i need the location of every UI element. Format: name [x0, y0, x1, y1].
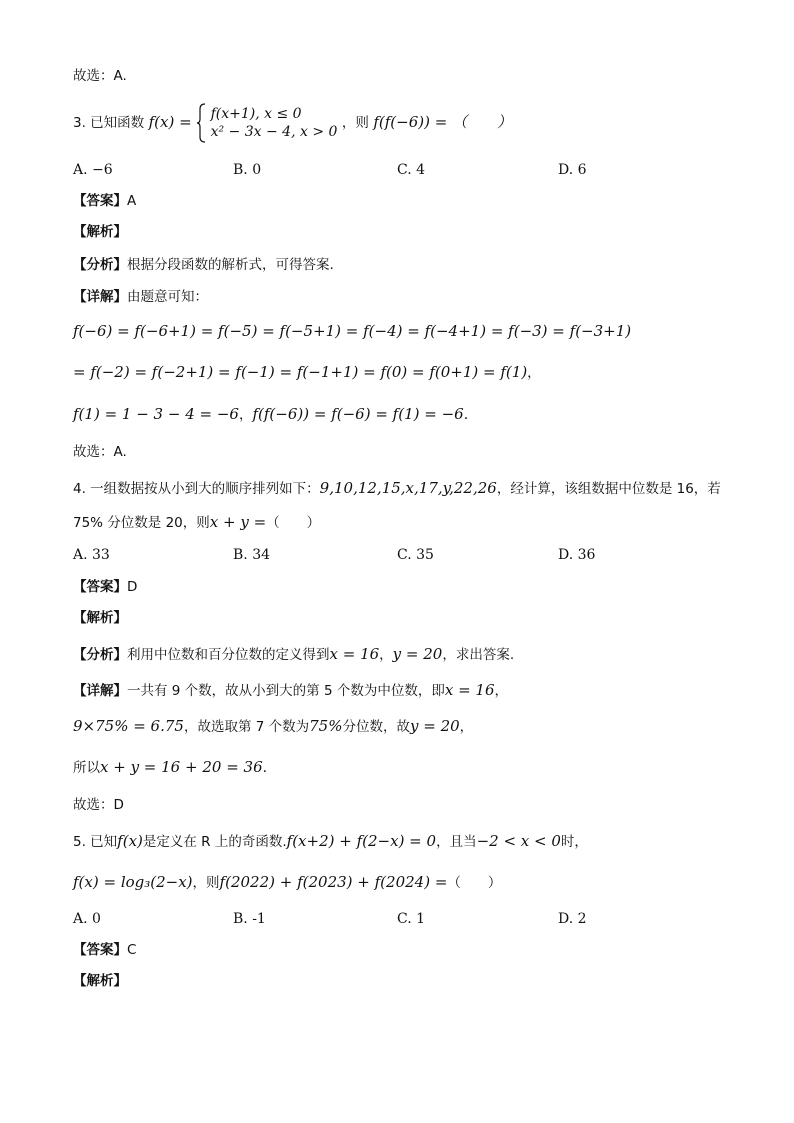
detail-text-a: 一共有 9 个数，故从小到大的第 5 个数为中位数，即 — [127, 683, 445, 699]
q4-analysis-label: 【解析】 — [73, 610, 127, 626]
q5-answer — [73, 940, 136, 960]
q5-stem1-m2: f(x+2) + f(2−x) = 0 — [286, 832, 437, 850]
fenxi-sep: ， — [379, 647, 393, 663]
q4-options — [73, 545, 733, 565]
q4-conclusion: 故选：D — [73, 797, 124, 813]
q3-analysis-label: 【解析】 — [73, 224, 127, 240]
q5-stem1-c: ，且当 — [436, 834, 477, 850]
q4-answer — [73, 577, 137, 597]
line3-text-a: 所以 — [73, 760, 100, 776]
calc2-suffix: ， — [527, 365, 541, 381]
q4-detail — [73, 680, 508, 701]
q5-stem1-d: 时， — [560, 834, 588, 850]
fenxi-text: 根据分段函数的解析式，可得答案. — [127, 257, 334, 273]
left-brace-icon — [196, 103, 206, 143]
line2-math-3: y = 20 — [409, 717, 460, 735]
q3-conclusion: 故选：A. — [73, 444, 127, 460]
q4-option-c: C. 35 — [397, 547, 434, 563]
q4-stem2-prefix: 75% 分位数是 20，则 — [73, 515, 210, 531]
q4-stem-1 — [73, 478, 721, 499]
calc3-a: f(1) = 1 − 3 − 4 = −6 — [73, 405, 239, 423]
fenxi-label: 【分析】 — [73, 257, 127, 273]
q4-stem1-suffix: ，经计算，该组数据中位数是 16，若 — [496, 481, 721, 497]
answer-value: C — [127, 942, 137, 958]
line2-math-2: 75% — [309, 717, 343, 735]
detail-text: 由题意可知： — [127, 289, 208, 305]
answer-label: 【答案】 — [73, 579, 127, 595]
q3-detail — [73, 287, 208, 307]
q3-options — [73, 160, 733, 180]
fenxi-math-2: y = 20 — [392, 645, 443, 663]
q5-stem1-m3: −2 < x < 0 — [476, 832, 561, 850]
q4-stem2-suffix: （ ） — [266, 515, 321, 531]
q3-stem-prefix: 3. 已知函数 — [73, 115, 145, 131]
fenxi-math-1: x = 16 — [329, 645, 380, 663]
q3-query: f(f(−6)) = （ ） — [373, 113, 513, 131]
q5-option-a: A. 0 — [73, 911, 101, 927]
calc3-b: f(f(−6)) = f(−6) = f(1) = −6 — [252, 405, 464, 423]
q5-options — [73, 909, 733, 929]
q5-stem1-b: 是定义在 R 上的奇函数. — [142, 834, 287, 850]
q5-stem2-b: （ ） — [447, 875, 502, 891]
q3-option-c: C. 4 — [397, 162, 426, 178]
line3-end: . — [262, 760, 268, 776]
q5-stem-2 — [73, 872, 501, 893]
detail-label: 【详解】 — [73, 683, 127, 699]
q3-fenxi — [73, 255, 334, 275]
line2-text-b: 分位数，故 — [342, 719, 410, 735]
answer-label: 【答案】 — [73, 193, 127, 209]
q5-stem2-a: ，则 — [192, 875, 220, 891]
q5-option-d: D. 2 — [558, 911, 587, 927]
q5-stem2-m2: f(2022) + f(2023) + f(2024) = — [219, 873, 448, 891]
line3-math: x + y = 16 + 20 = 36 — [100, 758, 263, 776]
q4-stem1-prefix: 4. 一组数据按从小到大的顺序排列如下： — [73, 481, 320, 497]
q5-option-b: B. -1 — [233, 911, 266, 927]
q3-calc-line-3 — [73, 404, 468, 425]
q3-piece-1: f(x+1), x ≤ 0 — [210, 106, 302, 122]
q5-stem2-m1: f(x) = log₃(2−x) — [73, 873, 193, 891]
q4-detail-line-3 — [73, 757, 267, 778]
answer-value: D — [127, 579, 138, 595]
q4-option-b: B. 34 — [233, 547, 271, 563]
q3-option-d: D. 6 — [558, 162, 587, 178]
detail-math: x = 16 — [444, 681, 495, 699]
q4-fenxi — [73, 644, 514, 665]
q3-option-a: A. −6 — [73, 162, 113, 178]
q2-conclusion: 故选：A. — [73, 68, 127, 84]
line2-math-1: 9×75% = 6.75 — [73, 717, 184, 735]
q4-stem2-math: x + y = — [209, 513, 267, 531]
line2-text-a: ，故选取第 7 个数为 — [183, 719, 310, 735]
q5-option-c: C. 1 — [397, 911, 426, 927]
q3-stem-suffix: ，则 — [341, 115, 369, 131]
q4-option-a: A. 33 — [73, 547, 110, 563]
fenxi-text-a: 利用中位数和百分位数的定义得到 — [127, 647, 330, 663]
q3-piece-2: x² − 3x − 4, x > 0 — [210, 124, 338, 140]
q3-func-lhs: f(x) = — [148, 113, 192, 131]
fenxi-label: 【分析】 — [73, 647, 127, 663]
answer-value: A — [127, 193, 137, 209]
fenxi-text-b: ，求出答案. — [442, 647, 515, 663]
detail-end: ， — [494, 683, 508, 699]
q5-stem-1 — [73, 831, 588, 852]
q5-stem1-a: 5. 已知 — [73, 834, 118, 850]
q4-option-d: D. 36 — [558, 547, 596, 563]
calc3-end: . — [463, 407, 469, 423]
q3-stem — [73, 100, 512, 144]
calc2-math: = f(−2) = f(−2+1) = f(−1) = f(−1+1) = f(0) = f(0+1) = f(1) — [73, 363, 528, 381]
line2-end: ， — [459, 719, 474, 735]
q3-calc-line-2 — [73, 362, 541, 383]
q3-answer — [73, 191, 136, 211]
q4-stem-2 — [73, 512, 320, 533]
q5-analysis-label: 【解析】 — [73, 973, 127, 989]
detail-label: 【详解】 — [73, 289, 127, 305]
calc3-sep: ， — [238, 407, 253, 423]
q3-option-b: B. 0 — [233, 162, 262, 178]
q4-data-list: 9,10,12,15,x,17,y,22,26 — [319, 479, 497, 497]
answer-label: 【答案】 — [73, 942, 127, 958]
q3-piecewise — [211, 105, 338, 141]
q5-stem1-m1: f(x) — [117, 832, 143, 850]
q3-calc-line-1: f(−6) = f(−6+1) = f(−5) = f(−5+1) = f(−4) = f(−4+1) = f(−3) = f(−3+1) — [73, 322, 632, 340]
q4-detail-line-2 — [73, 716, 473, 737]
